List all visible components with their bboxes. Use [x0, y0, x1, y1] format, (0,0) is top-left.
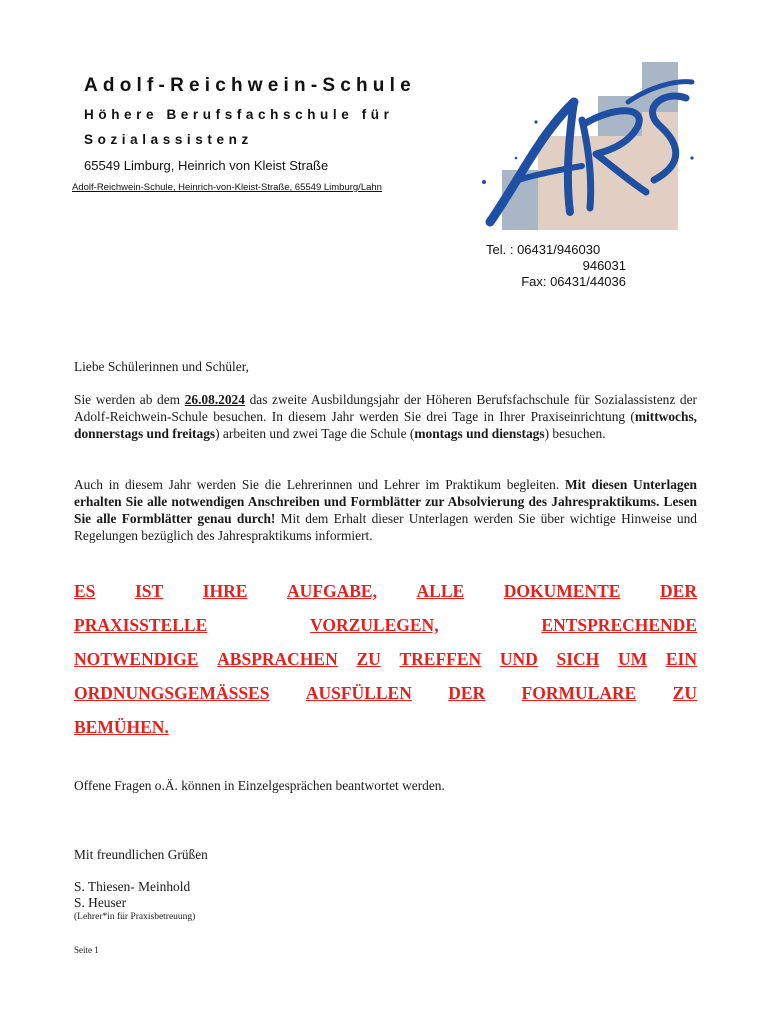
questions-note: Offene Fragen o.Ä. können in Einzelgesprächen beantwortet werden.	[74, 778, 445, 793]
p2-text-b: Mit dem Erhalt dieser Unterlagen werden Sie über wichtige Hinweise und Regelungen bezüglich des Jahrespraktikums informiert.	[74, 511, 698, 543]
warning-word: TREFFEN	[399, 649, 482, 669]
paragraph-documents	[74, 476, 697, 544]
signer-1: S. Thiesen- Meinhold	[74, 879, 191, 894]
school-address: 65549 Limburg, Heinrich von Kleist Straße	[84, 158, 329, 173]
warning-word: DER	[448, 683, 486, 703]
ars-logo	[478, 62, 700, 230]
page-number: Seite 1	[74, 945, 99, 955]
warning-word: ORDNUNGSGEMÄSSES	[74, 683, 270, 703]
warning-word: ZU	[672, 683, 697, 703]
warning-word: FORMULARE	[521, 683, 637, 703]
warning-word: EIN	[665, 649, 697, 669]
signer-role: (Lehrer*in für Praxisbetreuung)	[74, 912, 196, 922]
p2-text-a: Auch in diesem Jahr werden Sie die Lehrerinnen und Lehrer im Praktikum begleiten.	[74, 477, 565, 492]
warning-word: ABSPRACHEN	[217, 649, 338, 669]
contact-block	[482, 242, 626, 290]
paragraph-start-date	[74, 391, 697, 442]
warning-line	[74, 676, 697, 710]
sender-line: Adolf-Reichwein-Schule, Heinrich-von-Kleist-Straße, 65549 Limburg/Lahn	[72, 182, 382, 193]
warning-notice	[74, 574, 697, 744]
p1-text-c: ) arbeiten und zwei Tage die Schule (	[215, 426, 415, 441]
p1-text-a: Sie werden ab dem	[74, 392, 185, 407]
warning-word: NOTWENDIGE	[74, 649, 199, 669]
warning-word: DER	[660, 581, 697, 601]
warning-word: SICH	[556, 649, 600, 669]
closing: Mit freundlichen Grüßen	[74, 847, 208, 862]
p1-text-d: ) besuchen.	[544, 426, 606, 441]
warning-line	[74, 574, 697, 608]
warning-word: VORZULEGEN,	[310, 615, 439, 635]
warning-word: UND	[499, 649, 538, 669]
warning-word: IHRE	[202, 581, 248, 601]
letterhead	[84, 74, 416, 174]
warning-word: ZU	[356, 649, 381, 669]
warning-line	[74, 642, 697, 676]
warning-line	[74, 710, 697, 744]
phone-number: Tel. : 06431/946030	[486, 242, 601, 257]
signer-2: S. Heuser	[74, 895, 127, 910]
warning-word: ENTSPRECHENDE	[541, 615, 697, 635]
warning-word: UM	[617, 649, 648, 669]
school-name: Adolf-Reichwein-Schule	[84, 75, 416, 96]
warning-line	[74, 608, 697, 642]
greeting: Liebe Schülerinnen und Schüler,	[74, 359, 249, 374]
warning-word: AUSFÜLLEN	[305, 683, 412, 703]
p1-text-b: das zweite Ausbildungsjahr der Höheren Berufsfachschule für Sozialassistenz der Adolf-Reichwein-Schule besuchen. In diesem Jahr werden Sie drei Tage in Ihrer Praxiseinrichtung (	[74, 392, 698, 424]
warning-word: AUFGABE,	[287, 581, 377, 601]
school-subtitle-line2: Sozialassistenz	[84, 132, 253, 147]
warning-word: DOKUMENTE	[503, 581, 621, 601]
p2-bold-instruction: Mit diesen Unterlagen erhalten Sie alle notwendigen Anschreiben und Formblätter zur Absolvierung des Jahrespraktikums. Lesen Sie alle Formblätter genau durch!	[74, 477, 697, 526]
warning-word: ALLE	[416, 581, 465, 601]
school-days: montags und dienstags	[414, 426, 545, 441]
warning-word: ES	[74, 581, 96, 601]
fax-number: Fax: 06431/44036	[521, 274, 626, 289]
start-date: 26.08.2024	[184, 392, 245, 407]
warning-word: BEMÜHEN.	[74, 717, 169, 737]
phone-number-2: 946031	[582, 258, 626, 273]
warning-word: IST	[134, 581, 164, 601]
work-days: mittwochs, donnerstags und freitags	[74, 409, 697, 441]
warning-word: PRAXISSTELLE	[74, 615, 208, 635]
school-subtitle-line1: Höhere Berufsfachschule für	[84, 107, 394, 122]
